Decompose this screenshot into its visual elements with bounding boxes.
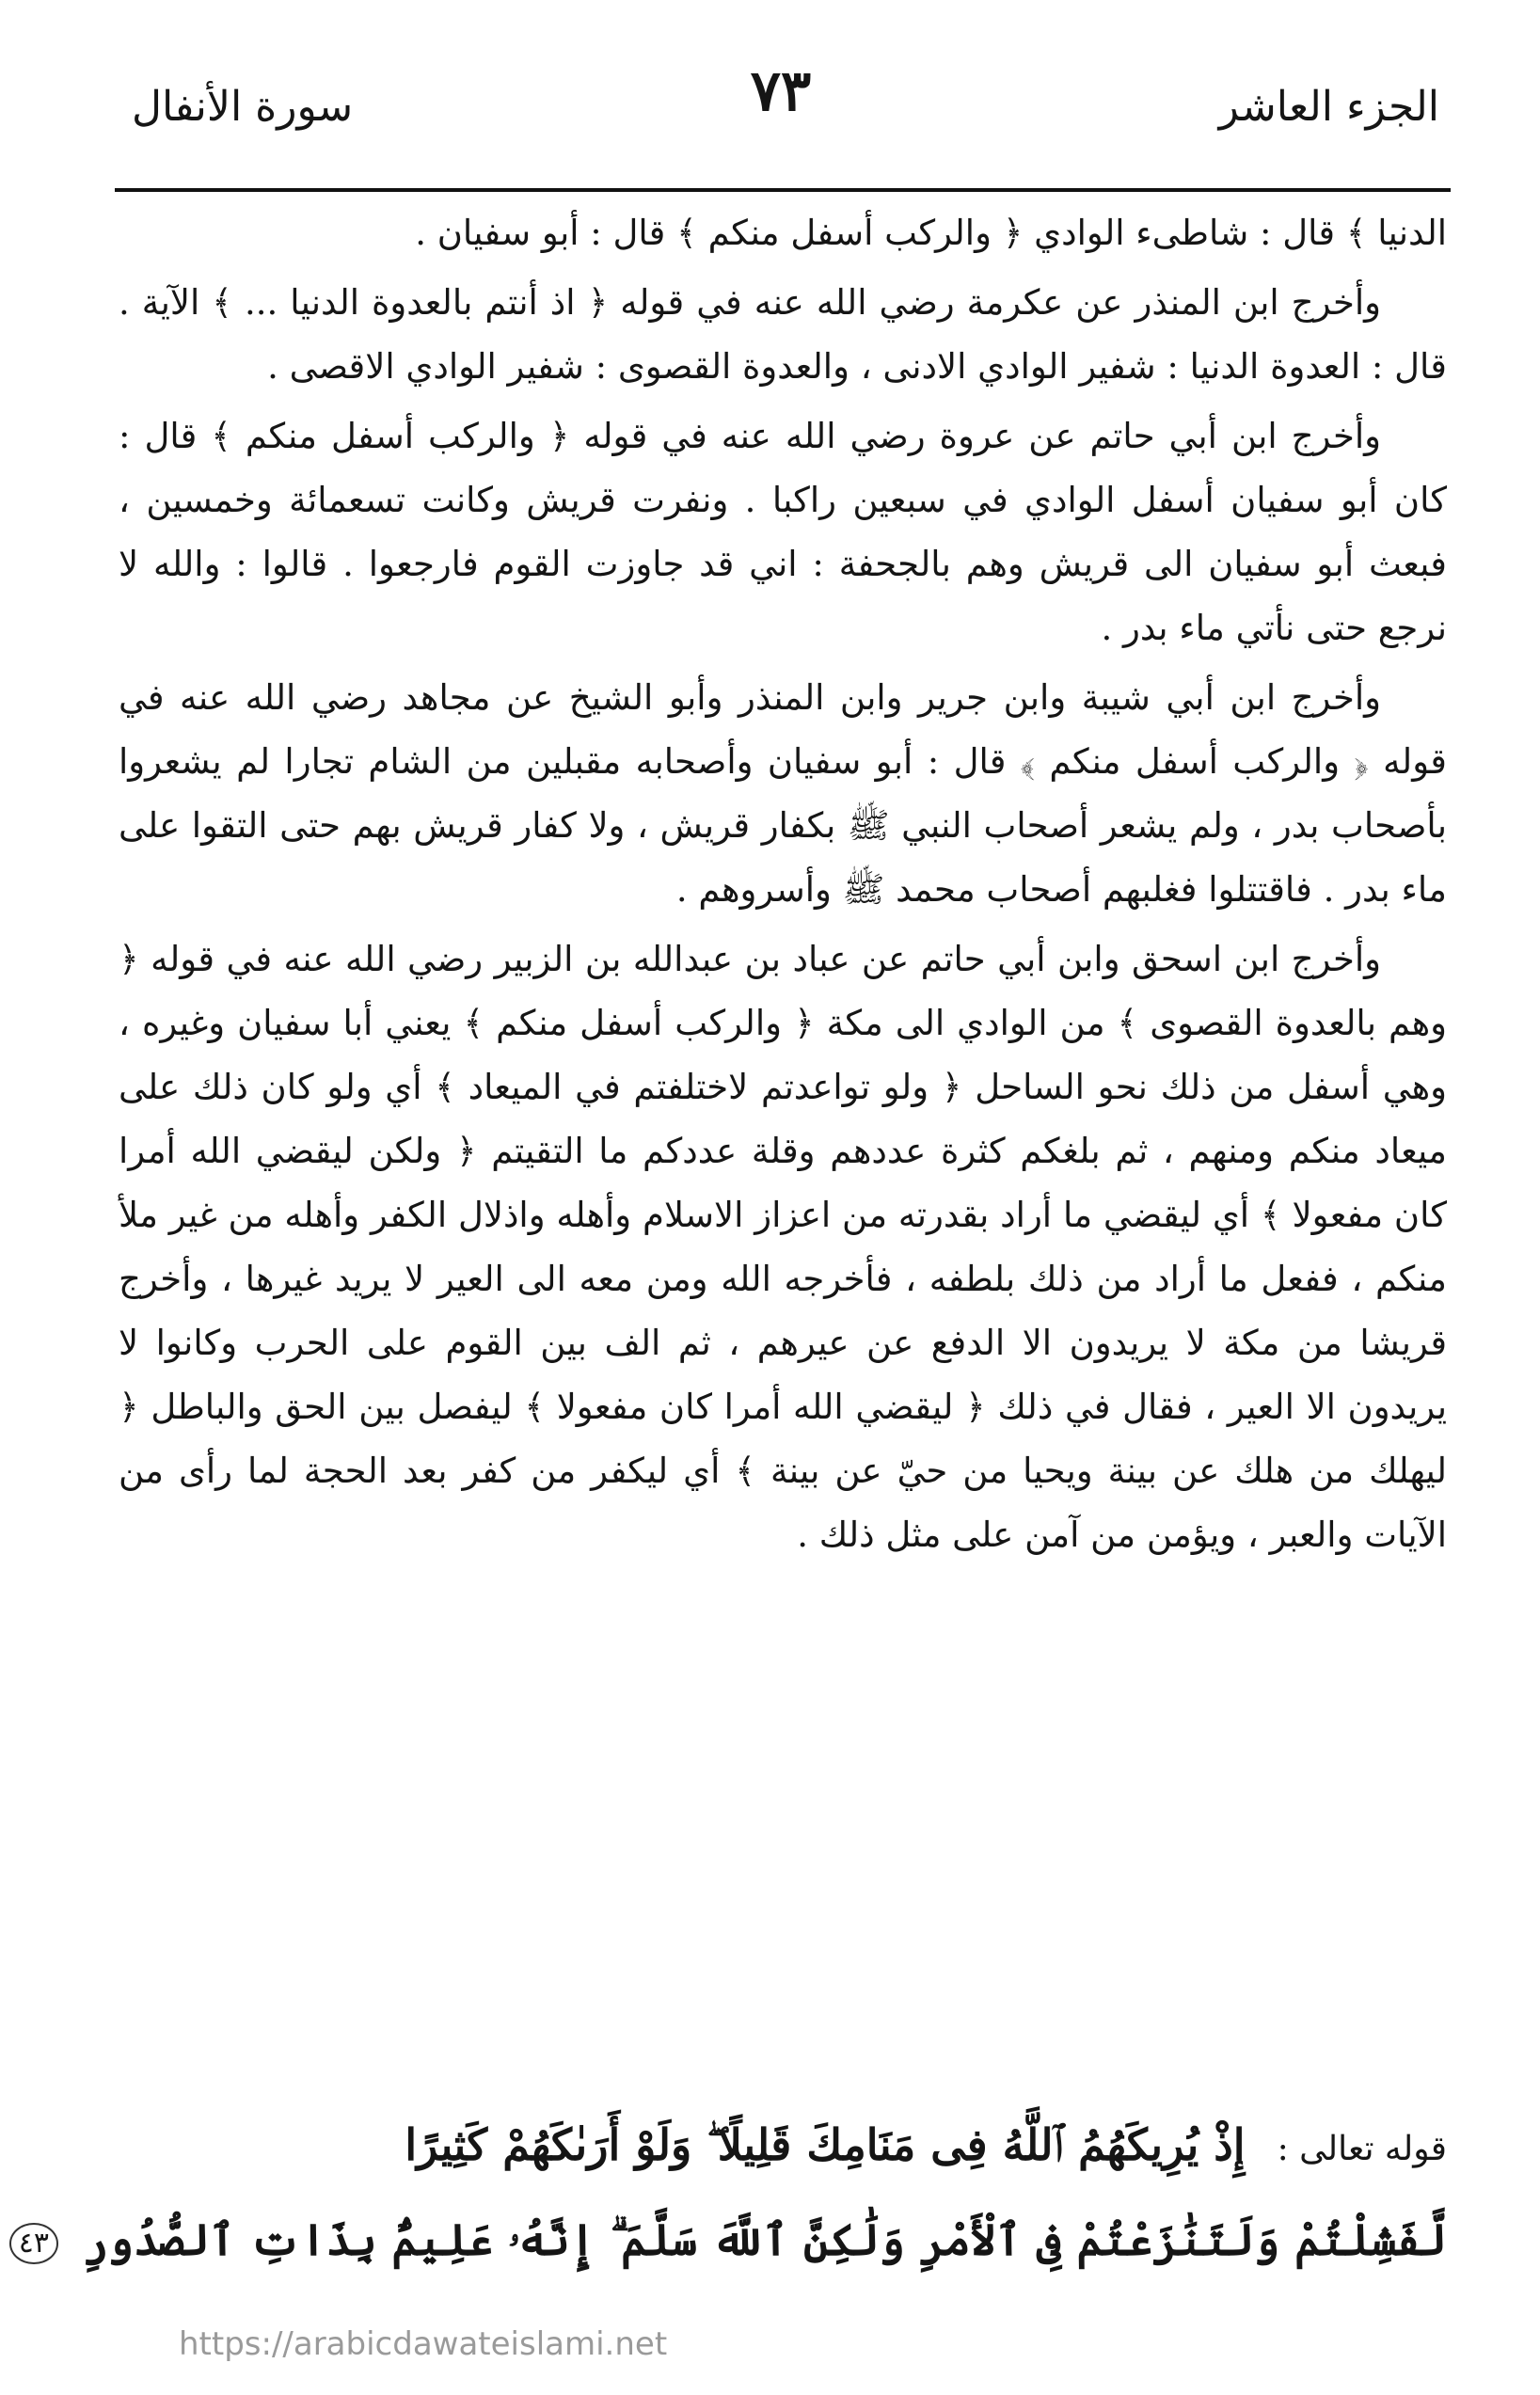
paragraph: وأخرج ابن اسحق وابن أبي حاتم عن عباد بن عبدالله بن الزبير رضي الله عنه في قوله ﴿ وهم بالعدوة القصوى ﴾ من الوادي الى مكة ﴿ والركب أسفل منكم ﴾ يعني أبا سفيان وغيره ، وهي أسفل من ذلك نحو الساحل ﴿ ولو تواعدتم لاختلفتم في الميعاد ﴾ أي ولو كان ذلك على ميعاد منكم ومنهم ، ثم بلغكم كثرة عددهم وقلة عددكم ما التقيتم ﴿ ولكن ليقضي الله أمرا كان مفعولا ﴾ أي ليقضي ما أراد بقدرته من اعزاز الاسلام وأهله واذلال الكفر وأهله من غير ملأ منكم ، ففعل ما أراد من ذلك بلطفه ، فأخرجه الله ومن معه الى العير لا يريد غيرها ، وأخرج قريشا من مكة لا يريدون الا الدفع عن عيرهم ، ثم الف بين القوم على الحرب وكانوا لا يريدون الا العير ، فقال في ذلك ﴿ ليقضي الله أمرا كان مفعولا ﴾ ليفصل بين الحق والباطل ﴿ ليهلك من هلك عن بينة ويحيا من حيّ عن بينة ﴾ أي ليكفر من كفر بعد الحجة لما رأى من الآيات والعبر ، ويؤمن من آمن على مثل ذلك . [119, 939, 1447, 1555]
quran-verse [18, 2100, 1447, 2285]
paragraph: وأخرج ابن أبي حاتم عن عروة رضي الله عنه في قوله ﴿ والركب أسفل منكم ﴾ قال : كان أبو سفيان أسفل الوادي في سبعين راكبا . ونفرت قريش وكانت تسعمائة وخمسين ، فبعث أبو سفيان الى قريش وهم بالجحفة : اني قد جاوزت القوم فارجعوا . قالوا : والله لا نرجع حتى نأتي ماء بدر . [119, 416, 1447, 648]
part-title: الجزء العاشر [1218, 83, 1439, 131]
verse-text-1: إِذْ يُرِيكَهُمُ ٱللَّهُ فِى مَنَامِكَ قَلِيلًا ۖ وَلَوْ أَرَىٰكَهُمْ كَثِيرًا [405, 2119, 1246, 2170]
paragraph: وأخرج ابن أبي شيبة وابن جرير وابن المنذر وأبو الشيخ عن مجاهد رضي الله عنه في قوله ﴿ والركب أسفل منكم ﴾ قال : أبو سفيان وأصحابه مقبلين من الشام تجارا لم يشعروا بأصحاب بدر ، ولم يشعر أصحاب النبي ﷺ بكفار قريش ، ولا كفار قريش بهم حتى التقوا على ماء بدر . فاقتتلوا فغلبهم أصحاب محمد ﷺ وأسروهم . [119, 677, 1447, 910]
verse-line-1 [119, 2100, 1447, 2195]
surah-title: سورة الأنفال [132, 83, 354, 131]
verse-line-2 [18, 2195, 1447, 2285]
verse-intro: قوله تعالى : [1277, 2130, 1447, 2168]
paragraph: الدنيا ﴾ قال : شاطىء الوادي ﴿ والركب أسفل منكم ﴾ قال : أبو سفيان . [415, 213, 1447, 253]
page-header [113, 58, 1449, 171]
verse-text-2: لَّفَشِلْتُمْ وَلَتَنَٰزَعْتُمْ فِى ٱلْأَمْرِ وَلَٰكِنَّ ٱللَّهَ سَلَّمَ ۗ إِنَّهُۥ عَلِيمٌۢ بِذَاتِ ٱلصُّدُورِ [83, 2214, 1447, 2265]
page-number: ٧٣ [750, 58, 812, 124]
text-body [119, 201, 1447, 1573]
ayah-number: ٤٣ [9, 2223, 58, 2264]
watermark-url: https://arabicdawateislami.net [179, 2325, 668, 2363]
header-divider [115, 188, 1451, 192]
paragraph: وأخرج ابن المنذر عن عكرمة رضي الله عنه في قوله ﴿ اذ أنتم بالعدوة الدنيا ... ﴾ الآية . قال : العدوة الدنيا : شفير الوادي الادنى ، والعدوة القصوى : شفير الوادي الاقصى . [119, 282, 1447, 387]
